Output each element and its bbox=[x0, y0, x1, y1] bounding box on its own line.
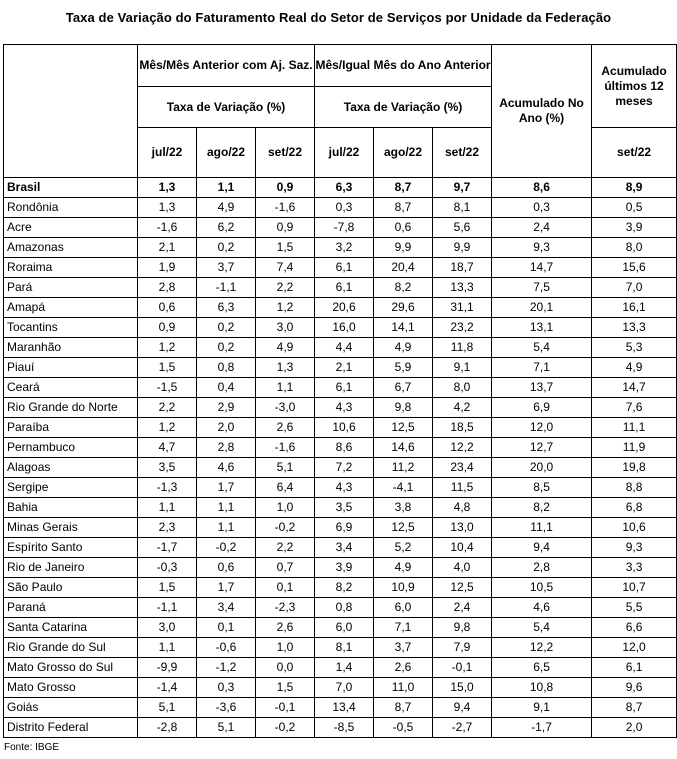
value-cell: 9,9 bbox=[374, 238, 433, 258]
value-cell: 1,5 bbox=[256, 678, 315, 698]
table-row bbox=[4, 538, 677, 558]
value-cell: -0,5 bbox=[374, 718, 433, 738]
value-cell: 0,6 bbox=[197, 558, 256, 578]
group-header-yoy: Mês/Igual Mês do Ano Anterior bbox=[315, 45, 492, 87]
value-cell: 9,1 bbox=[433, 358, 492, 378]
state-name-cell: Rondônia bbox=[4, 198, 138, 218]
value-cell: 3,0 bbox=[138, 618, 197, 638]
value-cell: 3,7 bbox=[374, 638, 433, 658]
value-cell: 12,0 bbox=[492, 418, 592, 438]
value-cell: 5,9 bbox=[374, 358, 433, 378]
value-cell: 15,6 bbox=[592, 258, 677, 278]
value-cell: 1,3 bbox=[138, 178, 197, 198]
table-row bbox=[4, 638, 677, 658]
value-cell: 20,6 bbox=[315, 298, 374, 318]
value-cell: 5,1 bbox=[138, 698, 197, 718]
table-row bbox=[4, 678, 677, 698]
state-name-cell: Tocantins bbox=[4, 318, 138, 338]
table-row bbox=[4, 698, 677, 718]
state-name-cell: Pará bbox=[4, 278, 138, 298]
source-note: Fonte: IBGE bbox=[4, 742, 60, 753]
value-cell: 6,7 bbox=[374, 378, 433, 398]
value-cell: 1,3 bbox=[138, 198, 197, 218]
value-cell: 2,1 bbox=[315, 358, 374, 378]
value-cell: 1,2 bbox=[256, 298, 315, 318]
value-cell: 12,5 bbox=[374, 418, 433, 438]
value-cell: 10,5 bbox=[492, 578, 592, 598]
value-cell: -2,8 bbox=[138, 718, 197, 738]
value-cell: 2,8 bbox=[197, 438, 256, 458]
value-cell: 6,1 bbox=[315, 278, 374, 298]
value-cell: 1,5 bbox=[138, 578, 197, 598]
value-cell: 7,2 bbox=[315, 458, 374, 478]
table-row bbox=[4, 478, 677, 498]
ytd-header: Acumulado No Ano (%) bbox=[492, 45, 592, 178]
value-cell: 0,5 bbox=[592, 198, 677, 218]
table-row bbox=[4, 518, 677, 538]
table-row bbox=[4, 438, 677, 458]
value-cell: 4,4 bbox=[315, 338, 374, 358]
value-cell: 9,4 bbox=[433, 698, 492, 718]
value-cell: 1,2 bbox=[138, 418, 197, 438]
value-cell: 9,7 bbox=[433, 178, 492, 198]
state-name-cell: Acre bbox=[4, 218, 138, 238]
value-cell: -3,6 bbox=[197, 698, 256, 718]
value-cell: 4,9 bbox=[197, 198, 256, 218]
value-cell: 2,6 bbox=[374, 658, 433, 678]
value-cell: -7,8 bbox=[315, 218, 374, 238]
value-cell: 1,1 bbox=[197, 178, 256, 198]
state-name-cell: Sergipe bbox=[4, 478, 138, 498]
value-cell: 0,4 bbox=[197, 378, 256, 398]
value-cell: 13,0 bbox=[433, 518, 492, 538]
value-cell: 0,0 bbox=[256, 658, 315, 678]
value-cell: 3,3 bbox=[592, 558, 677, 578]
value-cell: 1,1 bbox=[197, 498, 256, 518]
state-name-cell: Santa Catarina bbox=[4, 618, 138, 638]
value-cell: 13,4 bbox=[315, 698, 374, 718]
value-cell: 4,3 bbox=[315, 478, 374, 498]
value-cell: 16,0 bbox=[315, 318, 374, 338]
value-cell: -1,5 bbox=[138, 378, 197, 398]
state-name-cell: Ceará bbox=[4, 378, 138, 398]
table-row bbox=[4, 318, 677, 338]
value-cell: 14,6 bbox=[374, 438, 433, 458]
value-cell: 6,1 bbox=[315, 258, 374, 278]
group-header-mom: Mês/Mês Anterior com Aj. Saz. bbox=[138, 45, 315, 87]
month-header: jul/22 bbox=[315, 128, 374, 178]
table-row bbox=[4, 658, 677, 678]
table-title: Taxa de Variação do Faturamento Real do Setor de Serviços por Unidade da Federação bbox=[65, 10, 612, 25]
value-cell: 1,0 bbox=[256, 638, 315, 658]
state-name-cell: Amazonas bbox=[4, 238, 138, 258]
value-cell: 18,5 bbox=[433, 418, 492, 438]
value-cell: 9,9 bbox=[433, 238, 492, 258]
value-cell: 2,8 bbox=[138, 278, 197, 298]
table-row bbox=[4, 238, 677, 258]
table-row bbox=[4, 718, 677, 738]
value-cell: 8,1 bbox=[315, 638, 374, 658]
value-cell: 11,1 bbox=[592, 418, 677, 438]
value-cell: 0,6 bbox=[138, 298, 197, 318]
value-cell: -9,9 bbox=[138, 658, 197, 678]
month-header: jul/22 bbox=[138, 128, 197, 178]
value-cell: 8,1 bbox=[433, 198, 492, 218]
value-cell: 5,1 bbox=[256, 458, 315, 478]
value-cell: 6,0 bbox=[315, 618, 374, 638]
table-row bbox=[4, 498, 677, 518]
value-cell: -1,7 bbox=[492, 718, 592, 738]
value-cell: 2,6 bbox=[256, 618, 315, 638]
table-row bbox=[4, 398, 677, 418]
value-cell: 3,0 bbox=[256, 318, 315, 338]
value-cell: -8,5 bbox=[315, 718, 374, 738]
state-name-cell: Rio Grande do Sul bbox=[4, 638, 138, 658]
value-cell: 2,4 bbox=[433, 598, 492, 618]
value-cell: 6,1 bbox=[592, 658, 677, 678]
value-cell: 6,8 bbox=[592, 498, 677, 518]
value-cell: 9,1 bbox=[492, 698, 592, 718]
value-cell: 14,1 bbox=[374, 318, 433, 338]
value-cell: 7,1 bbox=[492, 358, 592, 378]
value-cell: 0,3 bbox=[197, 678, 256, 698]
value-cell: 10,9 bbox=[374, 578, 433, 598]
value-cell: 15,0 bbox=[433, 678, 492, 698]
value-cell: 8,6 bbox=[492, 178, 592, 198]
state-name-cell: Rio de Janeiro bbox=[4, 558, 138, 578]
state-name-cell: Amapá bbox=[4, 298, 138, 318]
state-name-cell: Minas Gerais bbox=[4, 518, 138, 538]
value-cell: 9,3 bbox=[492, 238, 592, 258]
value-cell: 1,3 bbox=[256, 358, 315, 378]
table-row bbox=[4, 298, 677, 318]
value-cell: 19,8 bbox=[592, 458, 677, 478]
value-cell: 2,6 bbox=[256, 418, 315, 438]
value-cell: 8,8 bbox=[592, 478, 677, 498]
value-cell: 10,7 bbox=[592, 578, 677, 598]
value-cell: 1,0 bbox=[256, 498, 315, 518]
value-cell: 4,6 bbox=[492, 598, 592, 618]
value-cell: 13,7 bbox=[492, 378, 592, 398]
value-cell: 10,6 bbox=[592, 518, 677, 538]
month-header: ago/22 bbox=[197, 128, 256, 178]
value-cell: 7,1 bbox=[374, 618, 433, 638]
value-cell: 12,5 bbox=[374, 518, 433, 538]
value-cell: 6,4 bbox=[256, 478, 315, 498]
table-row bbox=[4, 558, 677, 578]
value-cell: 1,5 bbox=[256, 238, 315, 258]
value-cell: 8,7 bbox=[374, 178, 433, 198]
value-cell: 4,6 bbox=[197, 458, 256, 478]
value-cell: 23,4 bbox=[433, 458, 492, 478]
value-cell: 1,1 bbox=[138, 638, 197, 658]
month-header: ago/22 bbox=[374, 128, 433, 178]
value-cell: 2,4 bbox=[492, 218, 592, 238]
value-cell: 8,6 bbox=[315, 438, 374, 458]
rate-header-yoy: Taxa de Variação (%) bbox=[315, 87, 492, 128]
value-cell: 1,2 bbox=[138, 338, 197, 358]
value-cell: 7,5 bbox=[492, 278, 592, 298]
value-cell: 7,9 bbox=[433, 638, 492, 658]
value-cell: 8,5 bbox=[492, 478, 592, 498]
value-cell: 7,0 bbox=[592, 278, 677, 298]
value-cell: 5,1 bbox=[197, 718, 256, 738]
value-cell: 2,8 bbox=[492, 558, 592, 578]
value-cell: 4,9 bbox=[256, 338, 315, 358]
value-cell: 13,1 bbox=[492, 318, 592, 338]
value-cell: 3,2 bbox=[315, 238, 374, 258]
last12-header: Acumulado últimos 12 meses bbox=[592, 45, 677, 128]
value-cell: 20,1 bbox=[492, 298, 592, 318]
value-cell: 4,9 bbox=[374, 338, 433, 358]
state-name-cell: Rio Grande do Norte bbox=[4, 398, 138, 418]
value-cell: -1,7 bbox=[138, 538, 197, 558]
value-cell: 0,8 bbox=[197, 358, 256, 378]
value-cell: 1,9 bbox=[138, 258, 197, 278]
value-cell: -0,2 bbox=[256, 518, 315, 538]
value-cell: 11,0 bbox=[374, 678, 433, 698]
value-cell: 9,8 bbox=[433, 618, 492, 638]
value-cell: 20,4 bbox=[374, 258, 433, 278]
value-cell: 2,2 bbox=[138, 398, 197, 418]
value-cell: 12,2 bbox=[492, 638, 592, 658]
value-cell: 6,9 bbox=[315, 518, 374, 538]
value-cell: 9,6 bbox=[592, 678, 677, 698]
state-name-cell: Pernambuco bbox=[4, 438, 138, 458]
value-cell: 3,7 bbox=[197, 258, 256, 278]
table-row-brasil bbox=[4, 178, 677, 198]
state-name-cell: Brasil bbox=[4, 178, 138, 198]
value-cell: 6,3 bbox=[315, 178, 374, 198]
value-cell: 12,5 bbox=[433, 578, 492, 598]
value-cell: 0,1 bbox=[197, 618, 256, 638]
value-cell: 8,2 bbox=[315, 578, 374, 598]
value-cell: 29,6 bbox=[374, 298, 433, 318]
value-cell: 1,7 bbox=[197, 578, 256, 598]
value-cell: 11,1 bbox=[492, 518, 592, 538]
value-cell: 2,3 bbox=[138, 518, 197, 538]
value-cell: 0,2 bbox=[197, 338, 256, 358]
value-cell: -0,2 bbox=[197, 538, 256, 558]
value-cell: 1,7 bbox=[197, 478, 256, 498]
value-cell: 20,0 bbox=[492, 458, 592, 478]
table-row bbox=[4, 258, 677, 278]
value-cell: 3,5 bbox=[138, 458, 197, 478]
state-name-cell: Bahia bbox=[4, 498, 138, 518]
value-cell: 11,5 bbox=[433, 478, 492, 498]
value-cell: 5,3 bbox=[592, 338, 677, 358]
value-cell: 13,3 bbox=[592, 318, 677, 338]
value-cell: 23,2 bbox=[433, 318, 492, 338]
value-cell: 5,6 bbox=[433, 218, 492, 238]
value-cell: 8,7 bbox=[592, 698, 677, 718]
value-cell: 7,6 bbox=[592, 398, 677, 418]
value-cell: 4,0 bbox=[433, 558, 492, 578]
value-cell: 10,8 bbox=[492, 678, 592, 698]
value-cell: 4,2 bbox=[433, 398, 492, 418]
value-cell: -4,1 bbox=[374, 478, 433, 498]
state-name-cell: Paraíba bbox=[4, 418, 138, 438]
value-cell: 5,5 bbox=[592, 598, 677, 618]
table-row bbox=[4, 578, 677, 598]
value-cell: 6,3 bbox=[197, 298, 256, 318]
value-cell: 31,1 bbox=[433, 298, 492, 318]
state-name-cell: Espírito Santo bbox=[4, 538, 138, 558]
table-row bbox=[4, 218, 677, 238]
data-table bbox=[3, 44, 677, 738]
value-cell: 0,8 bbox=[315, 598, 374, 618]
value-cell: -1,2 bbox=[197, 658, 256, 678]
value-cell: -0,3 bbox=[138, 558, 197, 578]
value-cell: 8,2 bbox=[492, 498, 592, 518]
value-cell: -1,6 bbox=[256, 198, 315, 218]
value-cell: 12,2 bbox=[433, 438, 492, 458]
value-cell: 9,4 bbox=[492, 538, 592, 558]
state-name-cell: Mato Grosso bbox=[4, 678, 138, 698]
value-cell: 3,5 bbox=[315, 498, 374, 518]
table-row bbox=[4, 378, 677, 398]
value-cell: 2,1 bbox=[138, 238, 197, 258]
value-cell: 6,0 bbox=[374, 598, 433, 618]
state-name-cell: Maranhão bbox=[4, 338, 138, 358]
state-name-cell: Roraima bbox=[4, 258, 138, 278]
value-cell: 4,3 bbox=[315, 398, 374, 418]
value-cell: 12,7 bbox=[492, 438, 592, 458]
value-cell: 1,1 bbox=[138, 498, 197, 518]
value-cell: -0,2 bbox=[256, 718, 315, 738]
value-cell: 2,9 bbox=[197, 398, 256, 418]
value-cell: 2,0 bbox=[197, 418, 256, 438]
value-cell: 0,2 bbox=[197, 238, 256, 258]
value-cell: 6,9 bbox=[492, 398, 592, 418]
value-cell: 16,1 bbox=[592, 298, 677, 318]
value-cell: -0,1 bbox=[433, 658, 492, 678]
value-cell: 11,8 bbox=[433, 338, 492, 358]
value-cell: 2,2 bbox=[256, 278, 315, 298]
value-cell: 8,2 bbox=[374, 278, 433, 298]
value-cell: -1,1 bbox=[138, 598, 197, 618]
value-cell: -2,7 bbox=[433, 718, 492, 738]
state-name-cell: Piauí bbox=[4, 358, 138, 378]
value-cell: 2,0 bbox=[592, 718, 677, 738]
month-header: set/22 bbox=[256, 128, 315, 178]
value-cell: -1,4 bbox=[138, 678, 197, 698]
value-cell: 11,2 bbox=[374, 458, 433, 478]
value-cell: 0,9 bbox=[256, 218, 315, 238]
value-cell: 7,0 bbox=[315, 678, 374, 698]
value-cell: 5,2 bbox=[374, 538, 433, 558]
value-cell: 2,2 bbox=[256, 538, 315, 558]
table-row bbox=[4, 198, 677, 218]
state-name-cell: Distrito Federal bbox=[4, 718, 138, 738]
rate-header-mom: Taxa de Variação (%) bbox=[138, 87, 315, 128]
value-cell: 10,6 bbox=[315, 418, 374, 438]
state-header-cell bbox=[4, 45, 138, 178]
value-cell: 9,8 bbox=[374, 398, 433, 418]
table-row bbox=[4, 618, 677, 638]
value-cell: 0,9 bbox=[138, 318, 197, 338]
value-cell: 3,4 bbox=[315, 538, 374, 558]
value-cell: -1,6 bbox=[138, 218, 197, 238]
value-cell: 1,1 bbox=[256, 378, 315, 398]
table-row bbox=[4, 278, 677, 298]
value-cell: 8,7 bbox=[374, 698, 433, 718]
value-cell: 1,1 bbox=[197, 518, 256, 538]
state-name-cell: Mato Grosso do Sul bbox=[4, 658, 138, 678]
value-cell: 4,9 bbox=[374, 558, 433, 578]
value-cell: 14,7 bbox=[592, 378, 677, 398]
value-cell: 14,7 bbox=[492, 258, 592, 278]
value-cell: 12,0 bbox=[592, 638, 677, 658]
value-cell: -0,1 bbox=[256, 698, 315, 718]
value-cell: 5,4 bbox=[492, 338, 592, 358]
table-row bbox=[4, 338, 677, 358]
state-name-cell: Goiás bbox=[4, 698, 138, 718]
value-cell: 3,9 bbox=[592, 218, 677, 238]
value-cell: -1,1 bbox=[197, 278, 256, 298]
value-cell: 11,9 bbox=[592, 438, 677, 458]
value-cell: 6,5 bbox=[492, 658, 592, 678]
table-row bbox=[4, 418, 677, 438]
value-cell: 3,8 bbox=[374, 498, 433, 518]
value-cell: -1,6 bbox=[256, 438, 315, 458]
value-cell: 3,4 bbox=[197, 598, 256, 618]
table-row bbox=[4, 458, 677, 478]
value-cell: 4,8 bbox=[433, 498, 492, 518]
value-cell: 10,4 bbox=[433, 538, 492, 558]
state-name-cell: São Paulo bbox=[4, 578, 138, 598]
value-cell: 6,1 bbox=[315, 378, 374, 398]
value-cell: 1,4 bbox=[315, 658, 374, 678]
month-header: set/22 bbox=[433, 128, 492, 178]
value-cell: 6,2 bbox=[197, 218, 256, 238]
value-cell: 8,9 bbox=[592, 178, 677, 198]
value-cell: 0,7 bbox=[256, 558, 315, 578]
month-header: set/22 bbox=[592, 128, 677, 178]
value-cell: 5,4 bbox=[492, 618, 592, 638]
table-row bbox=[4, 358, 677, 378]
value-cell: 0,9 bbox=[256, 178, 315, 198]
value-cell: 7,4 bbox=[256, 258, 315, 278]
value-cell: 0,2 bbox=[197, 318, 256, 338]
value-cell: -2,3 bbox=[256, 598, 315, 618]
value-cell: -1,3 bbox=[138, 478, 197, 498]
table-row bbox=[4, 598, 677, 618]
state-name-cell: Paraná bbox=[4, 598, 138, 618]
value-cell: 8,0 bbox=[592, 238, 677, 258]
value-cell: 18,7 bbox=[433, 258, 492, 278]
value-cell: 9,3 bbox=[592, 538, 677, 558]
value-cell: 1,5 bbox=[138, 358, 197, 378]
value-cell: 8,7 bbox=[374, 198, 433, 218]
value-cell: 4,9 bbox=[592, 358, 677, 378]
value-cell: 4,7 bbox=[138, 438, 197, 458]
value-cell: 8,0 bbox=[433, 378, 492, 398]
value-cell: 6,6 bbox=[592, 618, 677, 638]
state-name-cell: Alagoas bbox=[4, 458, 138, 478]
value-cell: -0,6 bbox=[197, 638, 256, 658]
value-cell: 0,6 bbox=[374, 218, 433, 238]
value-cell: 0,3 bbox=[492, 198, 592, 218]
value-cell: 13,3 bbox=[433, 278, 492, 298]
value-cell: 0,1 bbox=[256, 578, 315, 598]
value-cell: 0,3 bbox=[315, 198, 374, 218]
value-cell: -3,0 bbox=[256, 398, 315, 418]
value-cell: 3,9 bbox=[315, 558, 374, 578]
